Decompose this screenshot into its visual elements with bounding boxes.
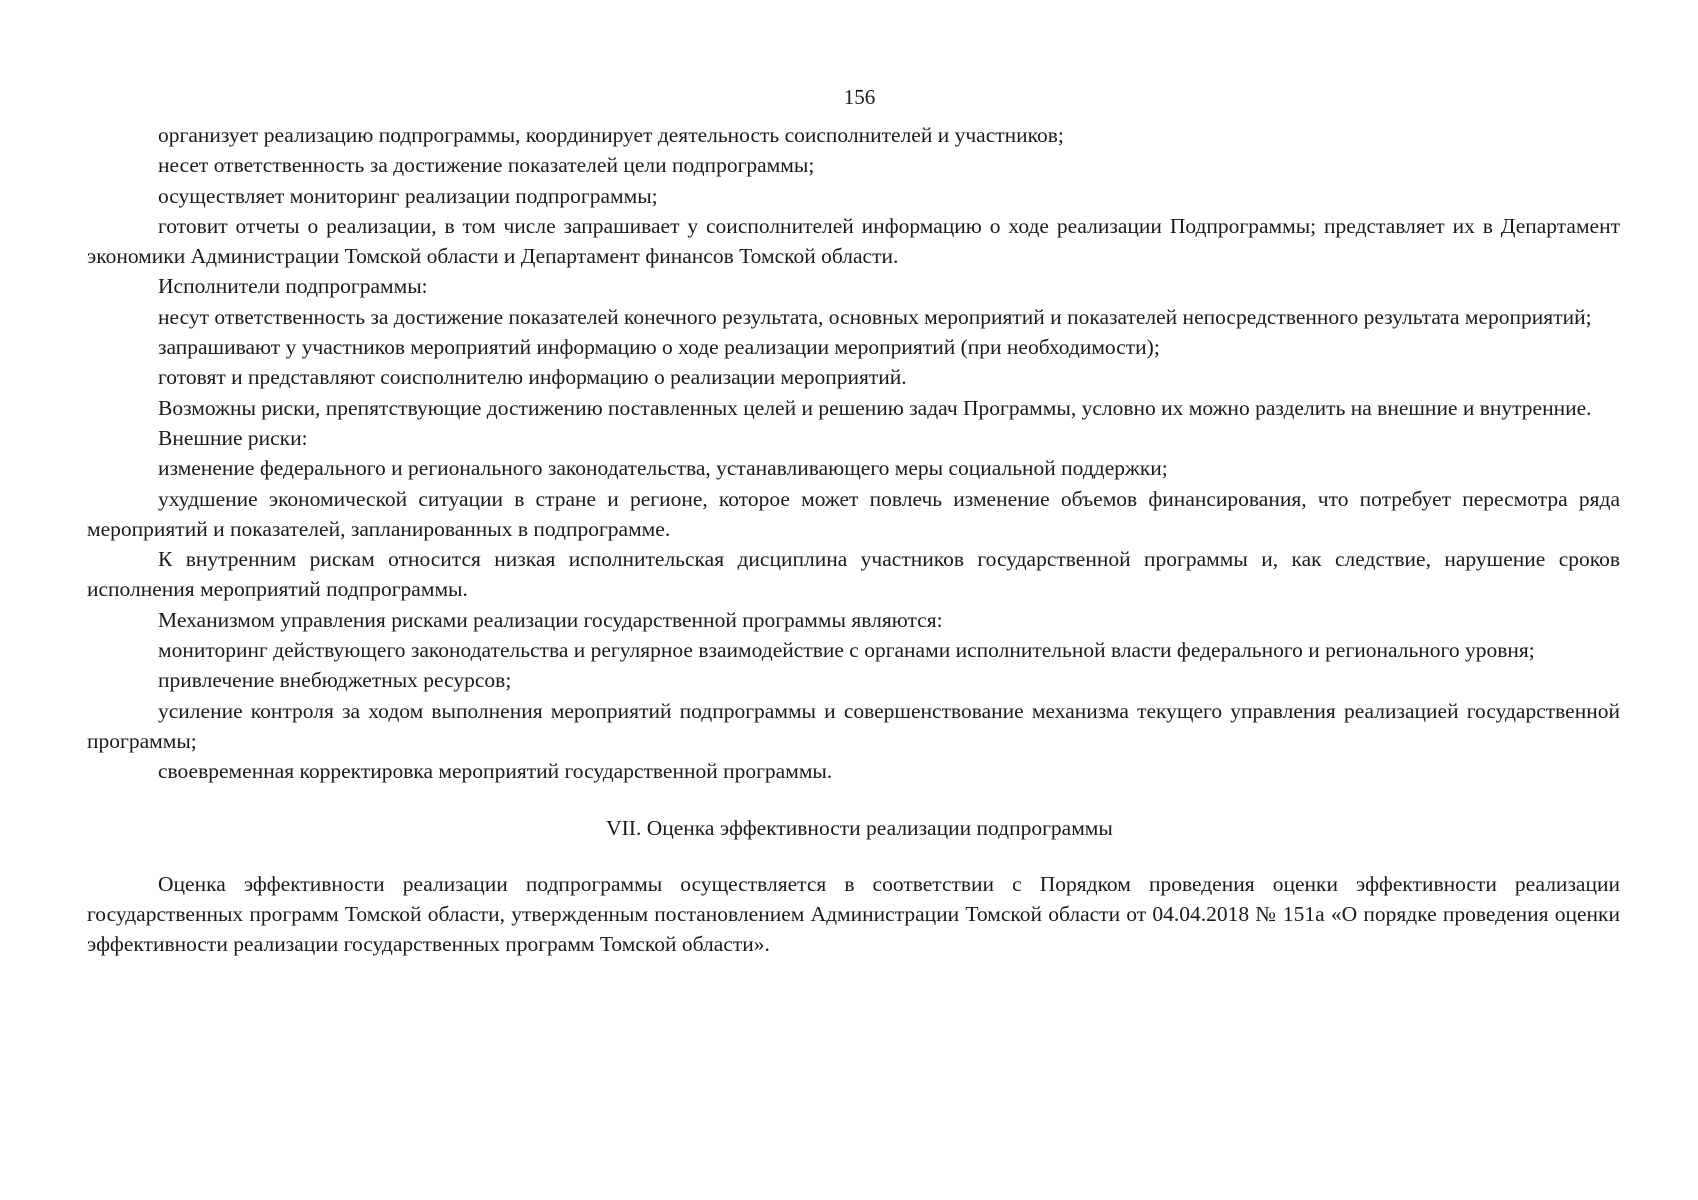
- paragraph: К внутренним рискам относится низкая исполнительская дисциплина участников государственной программы и, как следствие, нарушение сроков исполнения мероприятий подпрограммы.: [87, 547, 1620, 602]
- paragraph: готовят и представляют соисполнителю информацию о реализации мероприятий.: [158, 365, 907, 390]
- page-number: 156: [843, 85, 876, 109]
- body-text: [87, 120, 1620, 787]
- paragraph: несет ответственность за достижение показателей цели подпрограммы;: [158, 153, 815, 178]
- paragraph: осуществляет мониторинг реализации подпрограммы;: [158, 183, 658, 208]
- paragraph: привлечение внебюджетных ресурсов;: [158, 668, 512, 693]
- paragraph: своевременная корректировка мероприятий государственной программы.: [158, 759, 833, 784]
- section-heading: VII. Оценка эффективности реализации подпрограммы: [606, 815, 1113, 840]
- document-page: [87, 82, 1620, 959]
- paragraph: готовит отчеты о реализации, в том числе запрашивает у соисполнителей информацию о ходе реализации Подпрограммы; представляет их в Департамент экономики Администрации Томской области и Департамент финансов Томской области.: [87, 213, 1620, 269]
- paragraph: Внешние риски:: [158, 425, 308, 450]
- paragraph: организует реализацию подпрограммы, координирует деятельность соисполнителей и участников;: [158, 123, 1064, 147]
- paragraph: Исполнители подпрограммы:: [158, 274, 428, 299]
- paragraph: изменение федерального и регионального законодательства, устанавливающего меры социальной поддержки;: [158, 456, 1168, 481]
- paragraph: Возможны риски, препятствующие достижению поставленных целей и решению задач Программы, условно их можно разделить на внешние и внутренние.: [158, 395, 1592, 420]
- paragraph: запрашивают у участников мероприятий информацию о ходе реализации мероприятий (при необходимости);: [158, 335, 1160, 360]
- paragraph: Механизмом управления рисками реализации государственной программы являются:: [158, 607, 943, 632]
- paragraph: усиление контроля за ходом выполнения мероприятий подпрограммы и совершенствование механизма текущего управления реализацией государственной программы;: [87, 698, 1620, 753]
- paragraph: мониторинг действующего законодательства и регулярное взаимодействие с органами исполнительной власти федерального и регионального уровня;: [158, 638, 1535, 663]
- paragraph: ухудшение экономической ситуации в стране и регионе, которое может повлечь изменение объемов финансирования, что потребует пересмотра ряда мероприятий и показателей, запланированных в подпрограмме.: [87, 486, 1620, 541]
- paragraph: несут ответственность за достижение показателей конечного результата, основных мероприятий и показателей непосредственного результата мероприятий;: [158, 304, 1592, 329]
- final-paragraph: Оценка эффективности реализации подпрограммы осуществляется в соответствии с Порядком проведения оценки эффективности реализации государственных программ Томской области, утвержденным постановлением Администрации Томской области от 04.04.2018 № 151а «О порядке проведения оценки эффективности реализации государственных программ Томской области».: [87, 871, 1620, 957]
